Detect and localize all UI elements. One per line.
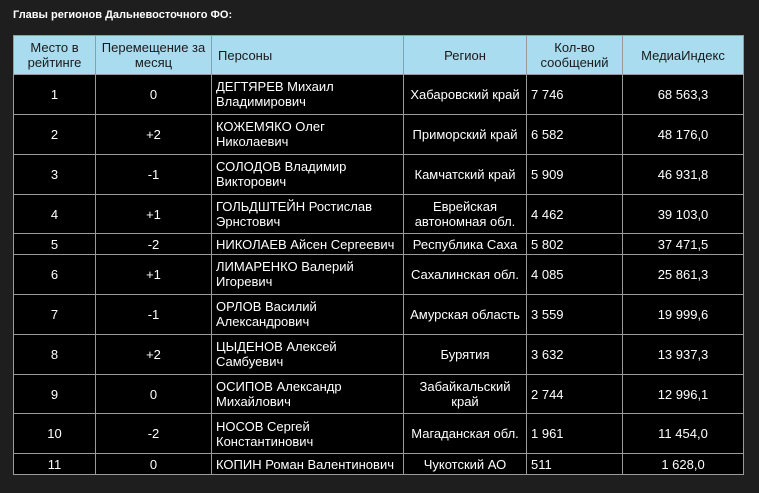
cell-person: НОСОВ Сергей Константинович xyxy=(212,414,404,454)
cell-rank: 1 xyxy=(14,75,96,115)
header-region: Регион xyxy=(404,36,527,75)
cell-person: КОЖЕМЯКО Олег Николаевич xyxy=(212,114,404,154)
cell-index: 19 999,6 xyxy=(623,294,744,334)
cell-count: 7 746 xyxy=(527,75,623,115)
cell-count: 4 085 xyxy=(527,255,623,295)
cell-move: +2 xyxy=(96,114,212,154)
cell-person: ЛИМАРЕНКО Валерий Игоревич xyxy=(212,255,404,295)
cell-index: 48 176,0 xyxy=(623,114,744,154)
cell-person: ГОЛЬДШТЕЙН Ростислав Эрнстович xyxy=(212,194,404,234)
table-row xyxy=(14,194,744,234)
cell-count: 6 582 xyxy=(527,114,623,154)
cell-rank: 11 xyxy=(14,454,96,475)
cell-index: 12 996,1 xyxy=(623,374,744,414)
cell-person: НИКОЛАЕВ Айсен Сергеевич xyxy=(212,234,404,255)
table-row xyxy=(14,154,744,194)
cell-region: Бурятия xyxy=(404,334,527,374)
cell-rank: 5 xyxy=(14,234,96,255)
cell-person: ОРЛОВ Василий Александрович xyxy=(212,294,404,334)
cell-region: Чукотский АО xyxy=(404,454,527,475)
cell-region: Сахалинская обл. xyxy=(404,255,527,295)
cell-region: Хабаровский край xyxy=(404,75,527,115)
cell-move: 0 xyxy=(96,454,212,475)
cell-person: СОЛОДОВ Владимир Викторович xyxy=(212,154,404,194)
cell-rank: 6 xyxy=(14,255,96,295)
cell-rank: 8 xyxy=(14,334,96,374)
cell-move: +1 xyxy=(96,194,212,234)
header-row xyxy=(14,36,744,75)
cell-index: 25 861,3 xyxy=(623,255,744,295)
cell-move: -2 xyxy=(96,414,212,454)
cell-index: 37 471,5 xyxy=(623,234,744,255)
cell-move: -2 xyxy=(96,234,212,255)
cell-rank: 3 xyxy=(14,154,96,194)
cell-move: +1 xyxy=(96,255,212,295)
cell-region: Забайкальский край xyxy=(404,374,527,414)
cell-region: Магаданская обл. xyxy=(404,414,527,454)
cell-person: ЦЫДЕНОВ Алексей Самбуевич xyxy=(212,334,404,374)
cell-region: Приморский край xyxy=(404,114,527,154)
cell-count: 3 559 xyxy=(527,294,623,334)
cell-index: 68 563,3 xyxy=(623,75,744,115)
cell-move: +2 xyxy=(96,334,212,374)
table-row xyxy=(14,294,744,334)
cell-count: 4 462 xyxy=(527,194,623,234)
rating-table xyxy=(13,35,744,475)
table-row xyxy=(14,454,744,475)
cell-move: 0 xyxy=(96,374,212,414)
table-row xyxy=(14,234,744,255)
page-title: Главы регионов Дальневосточного ФО: xyxy=(13,9,233,21)
header-move: Перемещение за месяц xyxy=(96,36,212,75)
cell-rank: 9 xyxy=(14,374,96,414)
header-index: МедиаИндекс xyxy=(623,36,744,75)
cell-rank: 7 xyxy=(14,294,96,334)
cell-index: 13 937,3 xyxy=(623,334,744,374)
table-row xyxy=(14,255,744,295)
cell-region: Амурская область xyxy=(404,294,527,334)
cell-count: 1 961 xyxy=(527,414,623,454)
cell-move: 0 xyxy=(96,75,212,115)
cell-rank: 4 xyxy=(14,194,96,234)
cell-index: 39 103,0 xyxy=(623,194,744,234)
table-row xyxy=(14,75,744,115)
header-rank: Место в рейтинге xyxy=(14,36,96,75)
cell-count: 5 802 xyxy=(527,234,623,255)
cell-move: -1 xyxy=(96,154,212,194)
table-row xyxy=(14,414,744,454)
cell-count: 3 632 xyxy=(527,334,623,374)
cell-person: ДЕГТЯРЕВ Михаил Владимирович xyxy=(212,75,404,115)
cell-region: Еврейская автономная обл. xyxy=(404,194,527,234)
cell-index: 11 454,0 xyxy=(623,414,744,454)
cell-count: 2 744 xyxy=(527,374,623,414)
cell-count: 5 909 xyxy=(527,154,623,194)
cell-rank: 10 xyxy=(14,414,96,454)
cell-person: КОПИН Роман Валентинович xyxy=(212,454,404,475)
header-person: Персоны xyxy=(212,36,404,75)
cell-region: Камчатский край xyxy=(404,154,527,194)
cell-index: 46 931,8 xyxy=(623,154,744,194)
cell-rank: 2 xyxy=(14,114,96,154)
table-row xyxy=(14,114,744,154)
cell-person: ОСИПОВ Александр Михайлович xyxy=(212,374,404,414)
cell-index: 1 628,0 xyxy=(623,454,744,475)
cell-count: 511 xyxy=(527,454,623,475)
table-row xyxy=(14,374,744,414)
table-row xyxy=(14,334,744,374)
cell-region: Республика Саха xyxy=(404,234,527,255)
cell-move: -1 xyxy=(96,294,212,334)
header-count: Кол-во сообщений xyxy=(527,36,623,75)
